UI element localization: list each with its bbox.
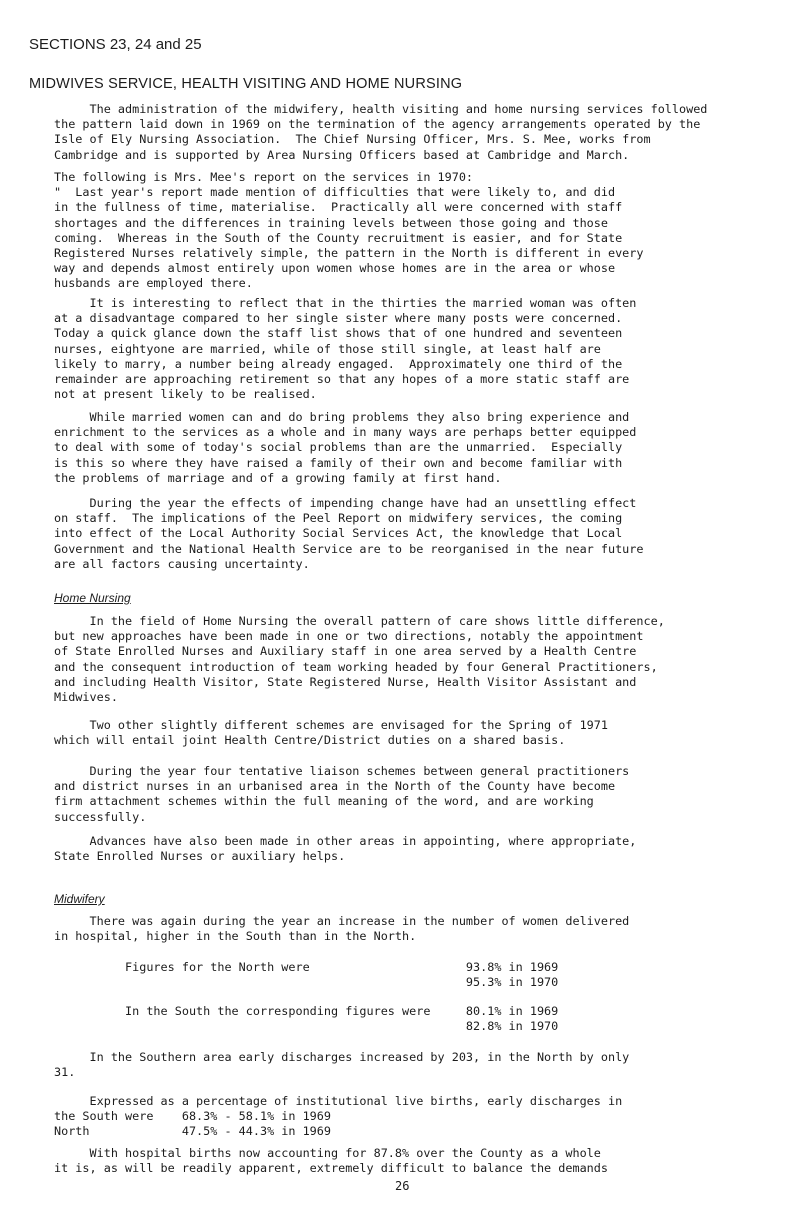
- text-line: successfully.: [54, 809, 147, 824]
- paragraph: [54, 614, 800, 705]
- text-line: During the year four tentative liaison schemes between general practitioners: [54, 764, 630, 778]
- text-line: the pattern laid down in 1969 on the termination of the agency arrangements operated by the: [54, 117, 701, 132]
- paragraph: [54, 1094, 800, 1140]
- text-line: and district nurses in an urbanised area in the North of the County have become: [54, 779, 616, 794]
- paragraph: [54, 1050, 800, 1080]
- text-line: way and depends almost entirely upon women whose homes are in the area or whose: [54, 261, 616, 276]
- text-line: " Last year's report made mention of difficulties that were likely to, and did: [54, 185, 616, 200]
- text-line: and the consequent introduction of team working headed by four General Practitioners,: [54, 659, 658, 674]
- paragraph: [54, 410, 800, 486]
- paragraph: [54, 914, 800, 944]
- text-line: With hospital births now accounting for 87.8% over the County as a whole: [54, 1146, 601, 1160]
- text-line: but new approaches have been made in one or two directions, notably the appointment: [54, 629, 644, 644]
- text-line: Two other slightly different schemes are envisaged for the Spring of 1971: [54, 718, 608, 732]
- text-line: Registered Nurses relatively simple, the pattern in the North is different in every: [54, 246, 644, 261]
- paragraph: [54, 496, 800, 572]
- text-line: The administration of the midwifery, health visiting and home nursing services followed: [54, 102, 708, 116]
- paragraph: [54, 296, 800, 402]
- text-line: not at present likely to be realised.: [54, 387, 317, 402]
- text-line: of State Enrolled Nurses and Auxiliary staff in one area served by a Health Centre: [54, 644, 637, 659]
- text-line: North 47.5% - 44.3% in 1969: [54, 1124, 331, 1139]
- text-line: The following is Mrs. Mee's report on the services in 1970:: [54, 170, 474, 184]
- page-title: MIDWIVES SERVICE, HEALTH VISITING AND HOME NURSING: [29, 76, 463, 92]
- text-line: coming. Whereas in the South of the County recruitment is easier, and for State: [54, 230, 623, 245]
- text-line: 95.3% in 1970: [54, 975, 559, 990]
- text-line: 31.: [54, 1065, 76, 1080]
- text-line: into effect of the Local Authority Social Services Act, the knowledge that Local: [54, 526, 623, 541]
- text-line: Advances have also been made in other areas in appointing, where appropriate,: [54, 834, 637, 848]
- paragraph: [54, 960, 800, 990]
- text-line: In the South the corresponding figures were 80.1% in 1969: [54, 1004, 559, 1018]
- text-line: the problems of marriage and of a growing family at first hand.: [54, 470, 502, 485]
- text-line: State Enrolled Nurses or auxiliary helps.: [54, 849, 346, 864]
- paragraph: [54, 764, 800, 825]
- text-line: While married women can and do bring problems they also bring experience and: [54, 410, 630, 424]
- subheading: Midwifery: [54, 892, 105, 906]
- paragraph: [54, 102, 800, 163]
- paragraph: [54, 1146, 800, 1176]
- text-line: Expressed as a percentage of institutional live births, early discharges in: [54, 1094, 623, 1108]
- text-line: Isle of Ely Nursing Association. The Chief Nursing Officer, Mrs. S. Mee, works from: [54, 132, 651, 147]
- text-line: in hospital, higher in the South than in the North.: [54, 929, 417, 944]
- text-line: is this so where they have raised a family of their own and become familiar with: [54, 455, 623, 470]
- section-header: SECTIONS 23, 24 and 25: [29, 36, 202, 53]
- text-line: Cambridge and is supported by Area Nursing Officers based at Cambridge and March.: [54, 147, 630, 162]
- paragraph: [54, 834, 800, 864]
- text-line: During the year the effects of impending change have had an unsettling effect: [54, 496, 637, 510]
- text-line: and including Health Visitor, State Registered Nurse, Health Visitor Assistant and: [54, 674, 637, 689]
- page-number: 26: [395, 1179, 410, 1193]
- text-line: shortages and the differences in training levels between those going and those: [54, 215, 608, 230]
- text-line: Government and the National Health Service are to be reorganised in the near future: [54, 541, 644, 556]
- text-line: Midwives.: [54, 690, 118, 705]
- text-line: Today a quick glance down the staff list shows that of one hundred and seventeen: [54, 326, 623, 341]
- text-line: the South were 68.3% - 58.1% in 1969: [54, 1109, 331, 1124]
- paragraph: [54, 1004, 800, 1034]
- text-line: are all factors causing uncertainty.: [54, 556, 310, 571]
- text-line: In the Southern area early discharges increased by 203, in the North by only: [54, 1050, 630, 1064]
- text-line: 82.8% in 1970: [54, 1019, 559, 1034]
- paragraph: [54, 718, 800, 748]
- text-line: it is, as will be readily apparent, extremely difficult to balance the demands: [54, 1161, 608, 1176]
- text-line: Figures for the North were 93.8% in 1969: [54, 960, 559, 974]
- text-line: firm attachment schemes within the full meaning of the word, and are working: [54, 794, 594, 809]
- text-line: husbands are employed there.: [54, 276, 253, 291]
- text-line: nurses, eightyone are married, while of those still single, at least half are: [54, 341, 601, 356]
- text-line: In the field of Home Nursing the overall pattern of care shows little difference,: [54, 614, 665, 628]
- text-line: at a disadvantage compared to her single sister where many posts were concerned.: [54, 311, 623, 326]
- text-line: There was again during the year an increase in the number of women delivered: [54, 914, 630, 928]
- text-line: on staff. The implications of the Peel Report on midwifery services, the coming: [54, 511, 623, 526]
- text-line: It is interesting to reflect that in the thirties the married woman was often: [54, 296, 637, 310]
- text-line: enrichment to the services as a whole and in many ways are perhaps better equipped: [54, 425, 637, 440]
- text-line: which will entail joint Health Centre/District duties on a shared basis.: [54, 733, 566, 748]
- text-line: remainder are approaching retirement so that any hopes of a more static staff are: [54, 372, 630, 387]
- text-line: likely to marry, a number being already engaged. Approximately one third of the: [54, 356, 623, 371]
- subheading: Home Nursing: [54, 591, 131, 605]
- text-line: to deal with some of today's social problems than are the unmarried. Especially: [54, 440, 623, 455]
- text-line: in the fullness of time, materialise. Practically all were concerned with staff: [54, 200, 623, 215]
- paragraph: [54, 170, 800, 292]
